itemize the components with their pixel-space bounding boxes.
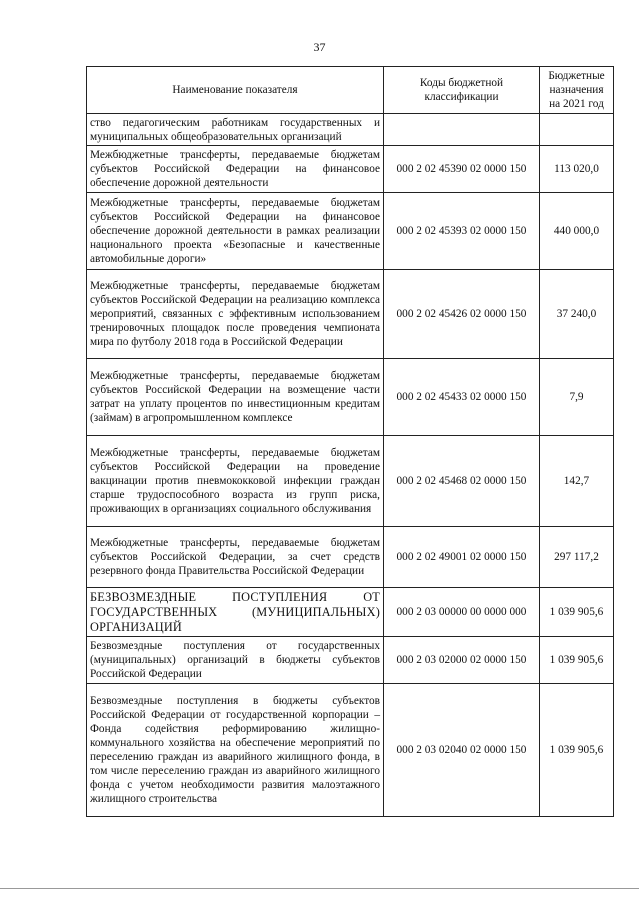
section-row bbox=[87, 588, 614, 637]
table-row bbox=[87, 114, 614, 146]
section-amount: 1 039 905,6 bbox=[540, 588, 614, 637]
row-amount: 440 000,0 bbox=[540, 193, 614, 270]
header-amount: Бюджетные назначения на 2021 год bbox=[540, 67, 614, 114]
table-row bbox=[87, 436, 614, 527]
section-name: БЕЗВОЗМЕЗДНЫЕ ПОСТУПЛЕНИЯ ОТ ГОСУДАРСТВЕННЫХ (МУНИЦИПАЛЬНЫХ) ОРГАНИЗАЦИЙ bbox=[87, 588, 384, 637]
budget-table bbox=[86, 66, 614, 817]
row-name: Межбюджетные трансферты, передаваемые бюджетам субъектов Российской Федерации, за счет средств резервного фонда Правительства Российской Федерации bbox=[87, 527, 384, 588]
table-row bbox=[87, 637, 614, 684]
row-name: Межбюджетные трансферты, передаваемые бюджетам субъектов Российской Федерации на возмещение части затрат на уплату процентов по инвестиционным кредитам (займам) в агропромышленном комплексе bbox=[87, 359, 384, 436]
header-name: Наименование показателя bbox=[87, 67, 384, 114]
table-header-row bbox=[87, 67, 614, 114]
row-name: Межбюджетные трансферты, передаваемые бюджетам субъектов Российской Федерации на проведение вакцинации против пневмококковой инфекции граждан старше трудоспособного возраста из групп риска, проживающих в организациях социального обслуживания bbox=[87, 436, 384, 527]
header-code: Коды бюджетной классификации bbox=[384, 67, 540, 114]
section-code: 000 2 03 00000 00 0000 000 bbox=[384, 588, 540, 637]
row-amount: 37 240,0 bbox=[540, 270, 614, 359]
row-code: 000 2 03 02000 02 0000 150 bbox=[384, 637, 540, 684]
row-name: Межбюджетные трансферты, передаваемые бюджетам субъектов Российской Федерации на финансовое обеспечение дорожной деятельности в рамках реализации национального проекта «Безопасные и качественные автомобильные дороги» bbox=[87, 193, 384, 270]
page-number: 37 bbox=[313, 40, 326, 54]
row-amount: 7,9 bbox=[540, 359, 614, 436]
row-amount: 142,7 bbox=[540, 436, 614, 527]
row-code: 000 2 02 45468 02 0000 150 bbox=[384, 436, 540, 527]
row-code: 000 2 02 45426 02 0000 150 bbox=[384, 270, 540, 359]
row-amount: 113 020,0 bbox=[540, 146, 614, 193]
row-code: 000 2 02 45393 02 0000 150 bbox=[384, 193, 540, 270]
row-code: 000 2 02 45433 02 0000 150 bbox=[384, 359, 540, 436]
table-row bbox=[87, 146, 614, 193]
row-name: ство педагогическим работникам государственных и муниципальных общеобразовательных организаций bbox=[87, 114, 384, 146]
row-amount: 297 117,2 bbox=[540, 527, 614, 588]
row-amount: 1 039 905,6 bbox=[540, 684, 614, 817]
row-code: 000 2 03 02040 02 0000 150 bbox=[384, 684, 540, 817]
row-amount: 1 039 905,6 bbox=[540, 637, 614, 684]
table-row bbox=[87, 193, 614, 270]
table-row bbox=[87, 270, 614, 359]
row-code: 000 2 02 45390 02 0000 150 bbox=[384, 146, 540, 193]
row-name: Безвозмездные поступления от государственных (муниципальных) организаций в бюджеты субъектов Российской Федерации bbox=[87, 637, 384, 684]
page-bottom-divider bbox=[0, 888, 639, 889]
table-row bbox=[87, 359, 614, 436]
row-name: Межбюджетные трансферты, передаваемые бюджетам субъектов Российской Федерации на финансовое обеспечение дорожной деятельности bbox=[87, 146, 384, 193]
row-code bbox=[384, 114, 540, 146]
row-name: Безвозмездные поступления в бюджеты субъектов Российской Федерации от государственной корпорации – Фонда содействия реформированию жилищно-коммунального хозяйства на обеспечение мероприятий по переселению граждан из аварийного жилищного фонда, в том числе переселению граждан из аварийного жилищного фонда с учетом необходимости развития малоэтажного жилищного строительства bbox=[87, 684, 384, 817]
table-row bbox=[87, 527, 614, 588]
table-row bbox=[87, 684, 614, 817]
row-name: Межбюджетные трансферты, передаваемые бюджетам субъектов Российской Федерации на реализацию комплекса мероприятий, связанных с эффективным использованием тренировочных площадок после проведения чемпионата мира по футболу 2018 года в Российской Федерации bbox=[87, 270, 384, 359]
row-amount bbox=[540, 114, 614, 146]
row-code: 000 2 02 49001 02 0000 150 bbox=[384, 527, 540, 588]
